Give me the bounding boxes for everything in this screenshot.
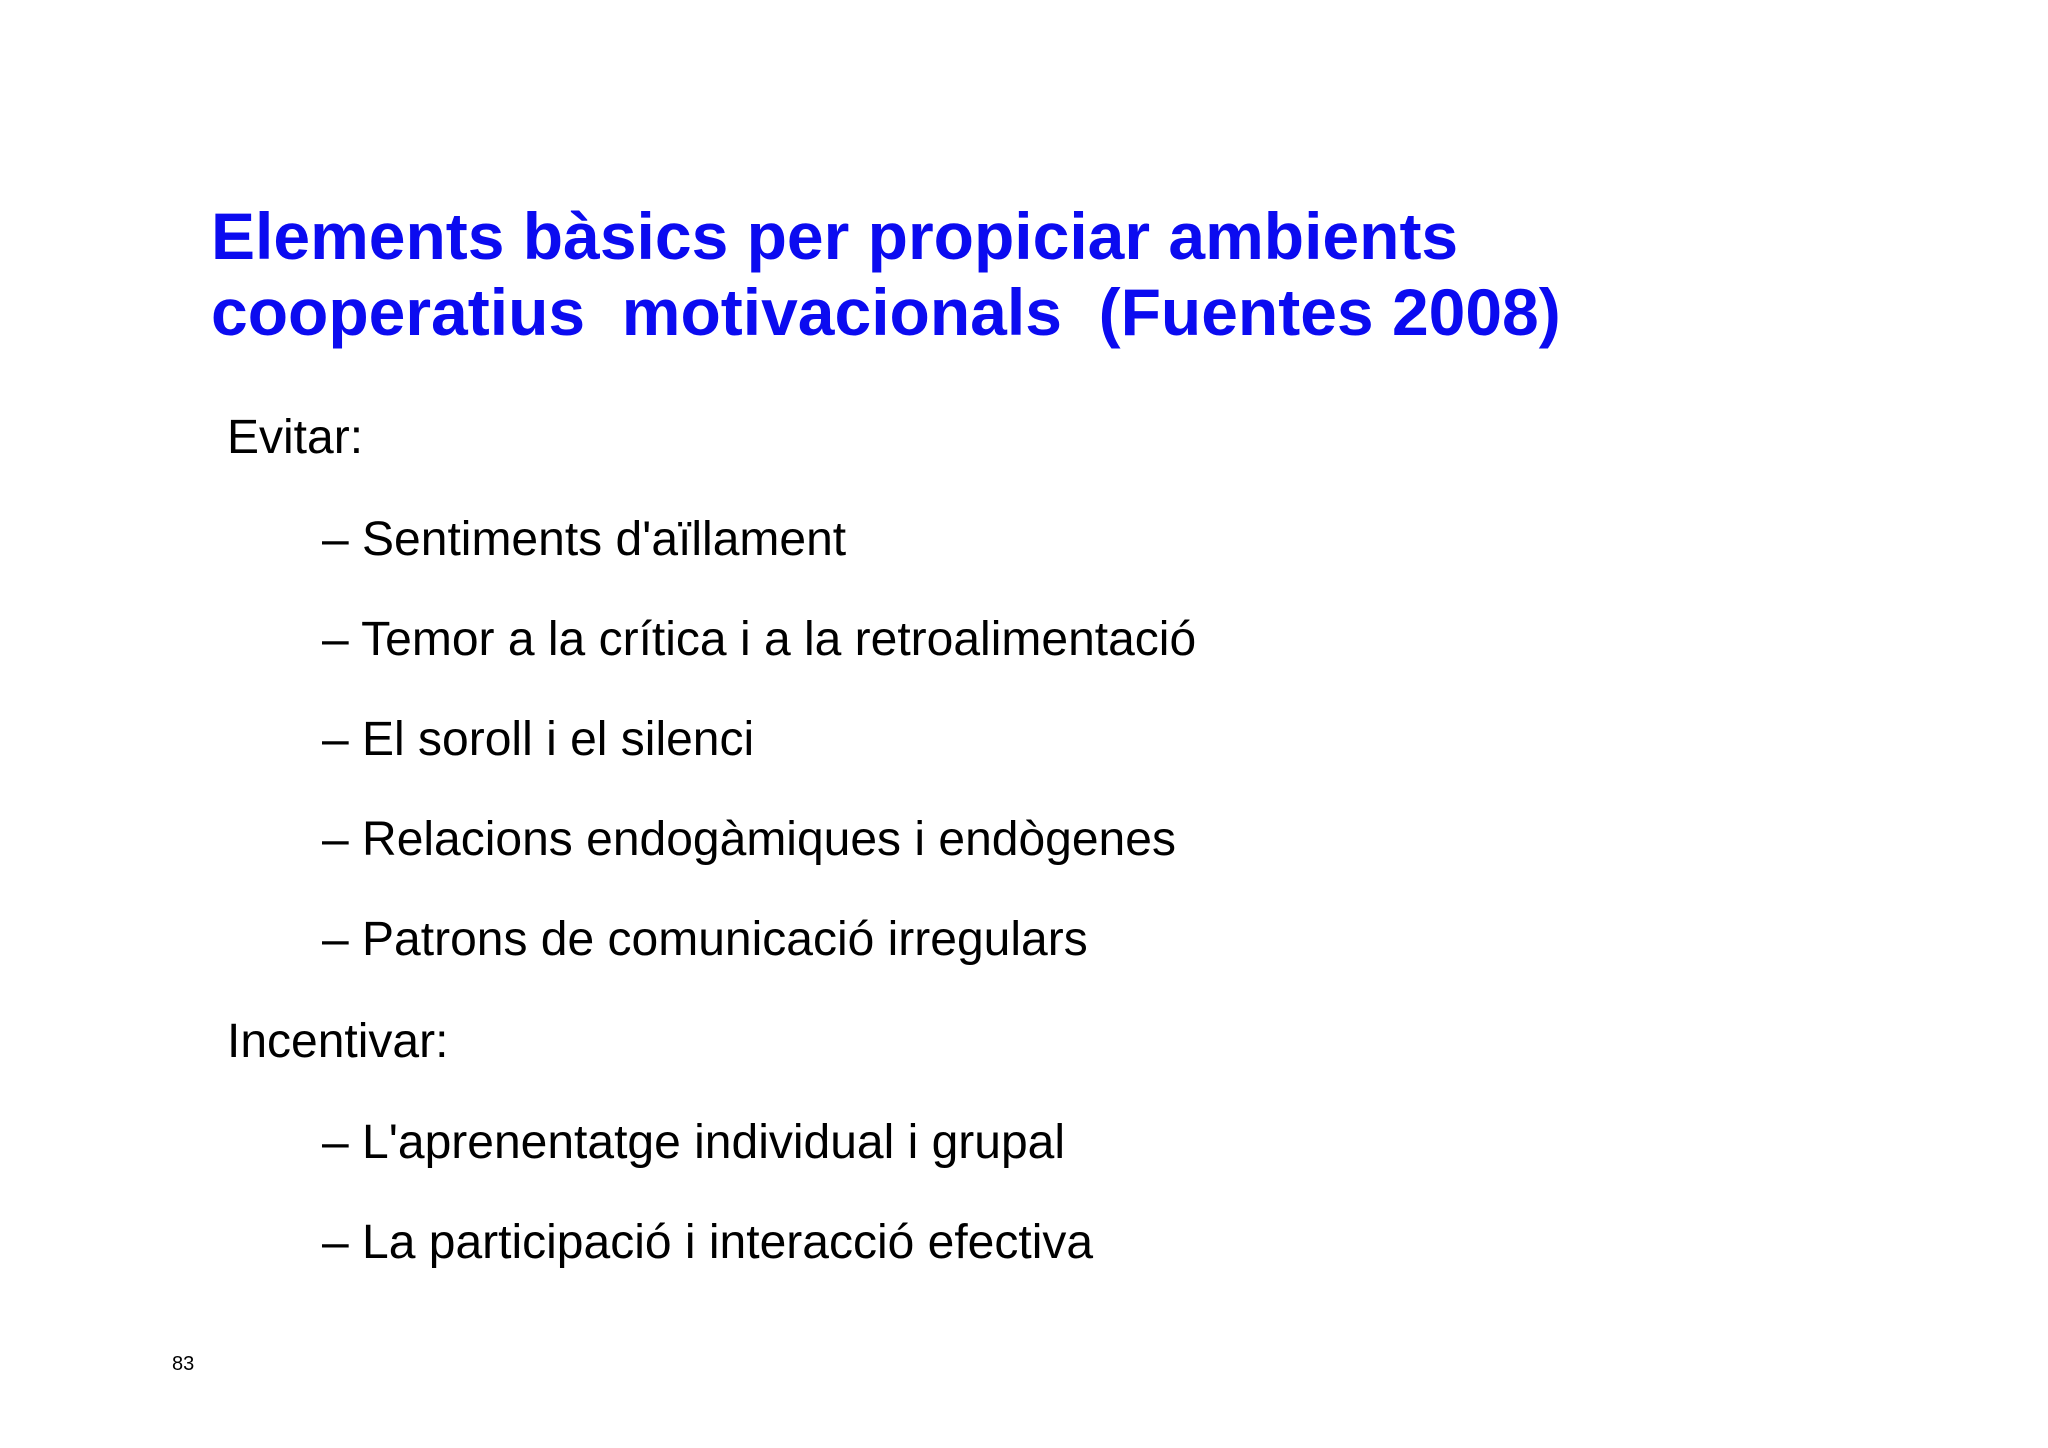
slide-title-line-1: Elements bàsics per propiciar ambients <box>211 199 1459 273</box>
list-item: – La participació i interacció efectiva <box>322 1216 1094 1269</box>
list-item: – Temor a la crítica i a la retroalimentació <box>322 613 1197 666</box>
page-number: 83 <box>172 1353 195 1375</box>
list-item: – El soroll i el silenci <box>322 713 755 766</box>
slide-title <box>211 198 1911 350</box>
slide-title-line-2: cooperatius motivacionals (Fuentes 2008) <box>211 275 1561 349</box>
list-item: – Relacions endogàmiques i endògenes <box>322 813 1176 866</box>
section-heading-incentivar: Incentivar: <box>227 1015 449 1068</box>
section-heading-evitar: Evitar: <box>227 411 364 464</box>
list-item: – L'aprenentatge individual i grupal <box>322 1116 1066 1169</box>
list-item: – Sentiments d'aïllament <box>322 513 847 566</box>
list-item: – Patrons de comunicació irregulars <box>322 913 1088 966</box>
